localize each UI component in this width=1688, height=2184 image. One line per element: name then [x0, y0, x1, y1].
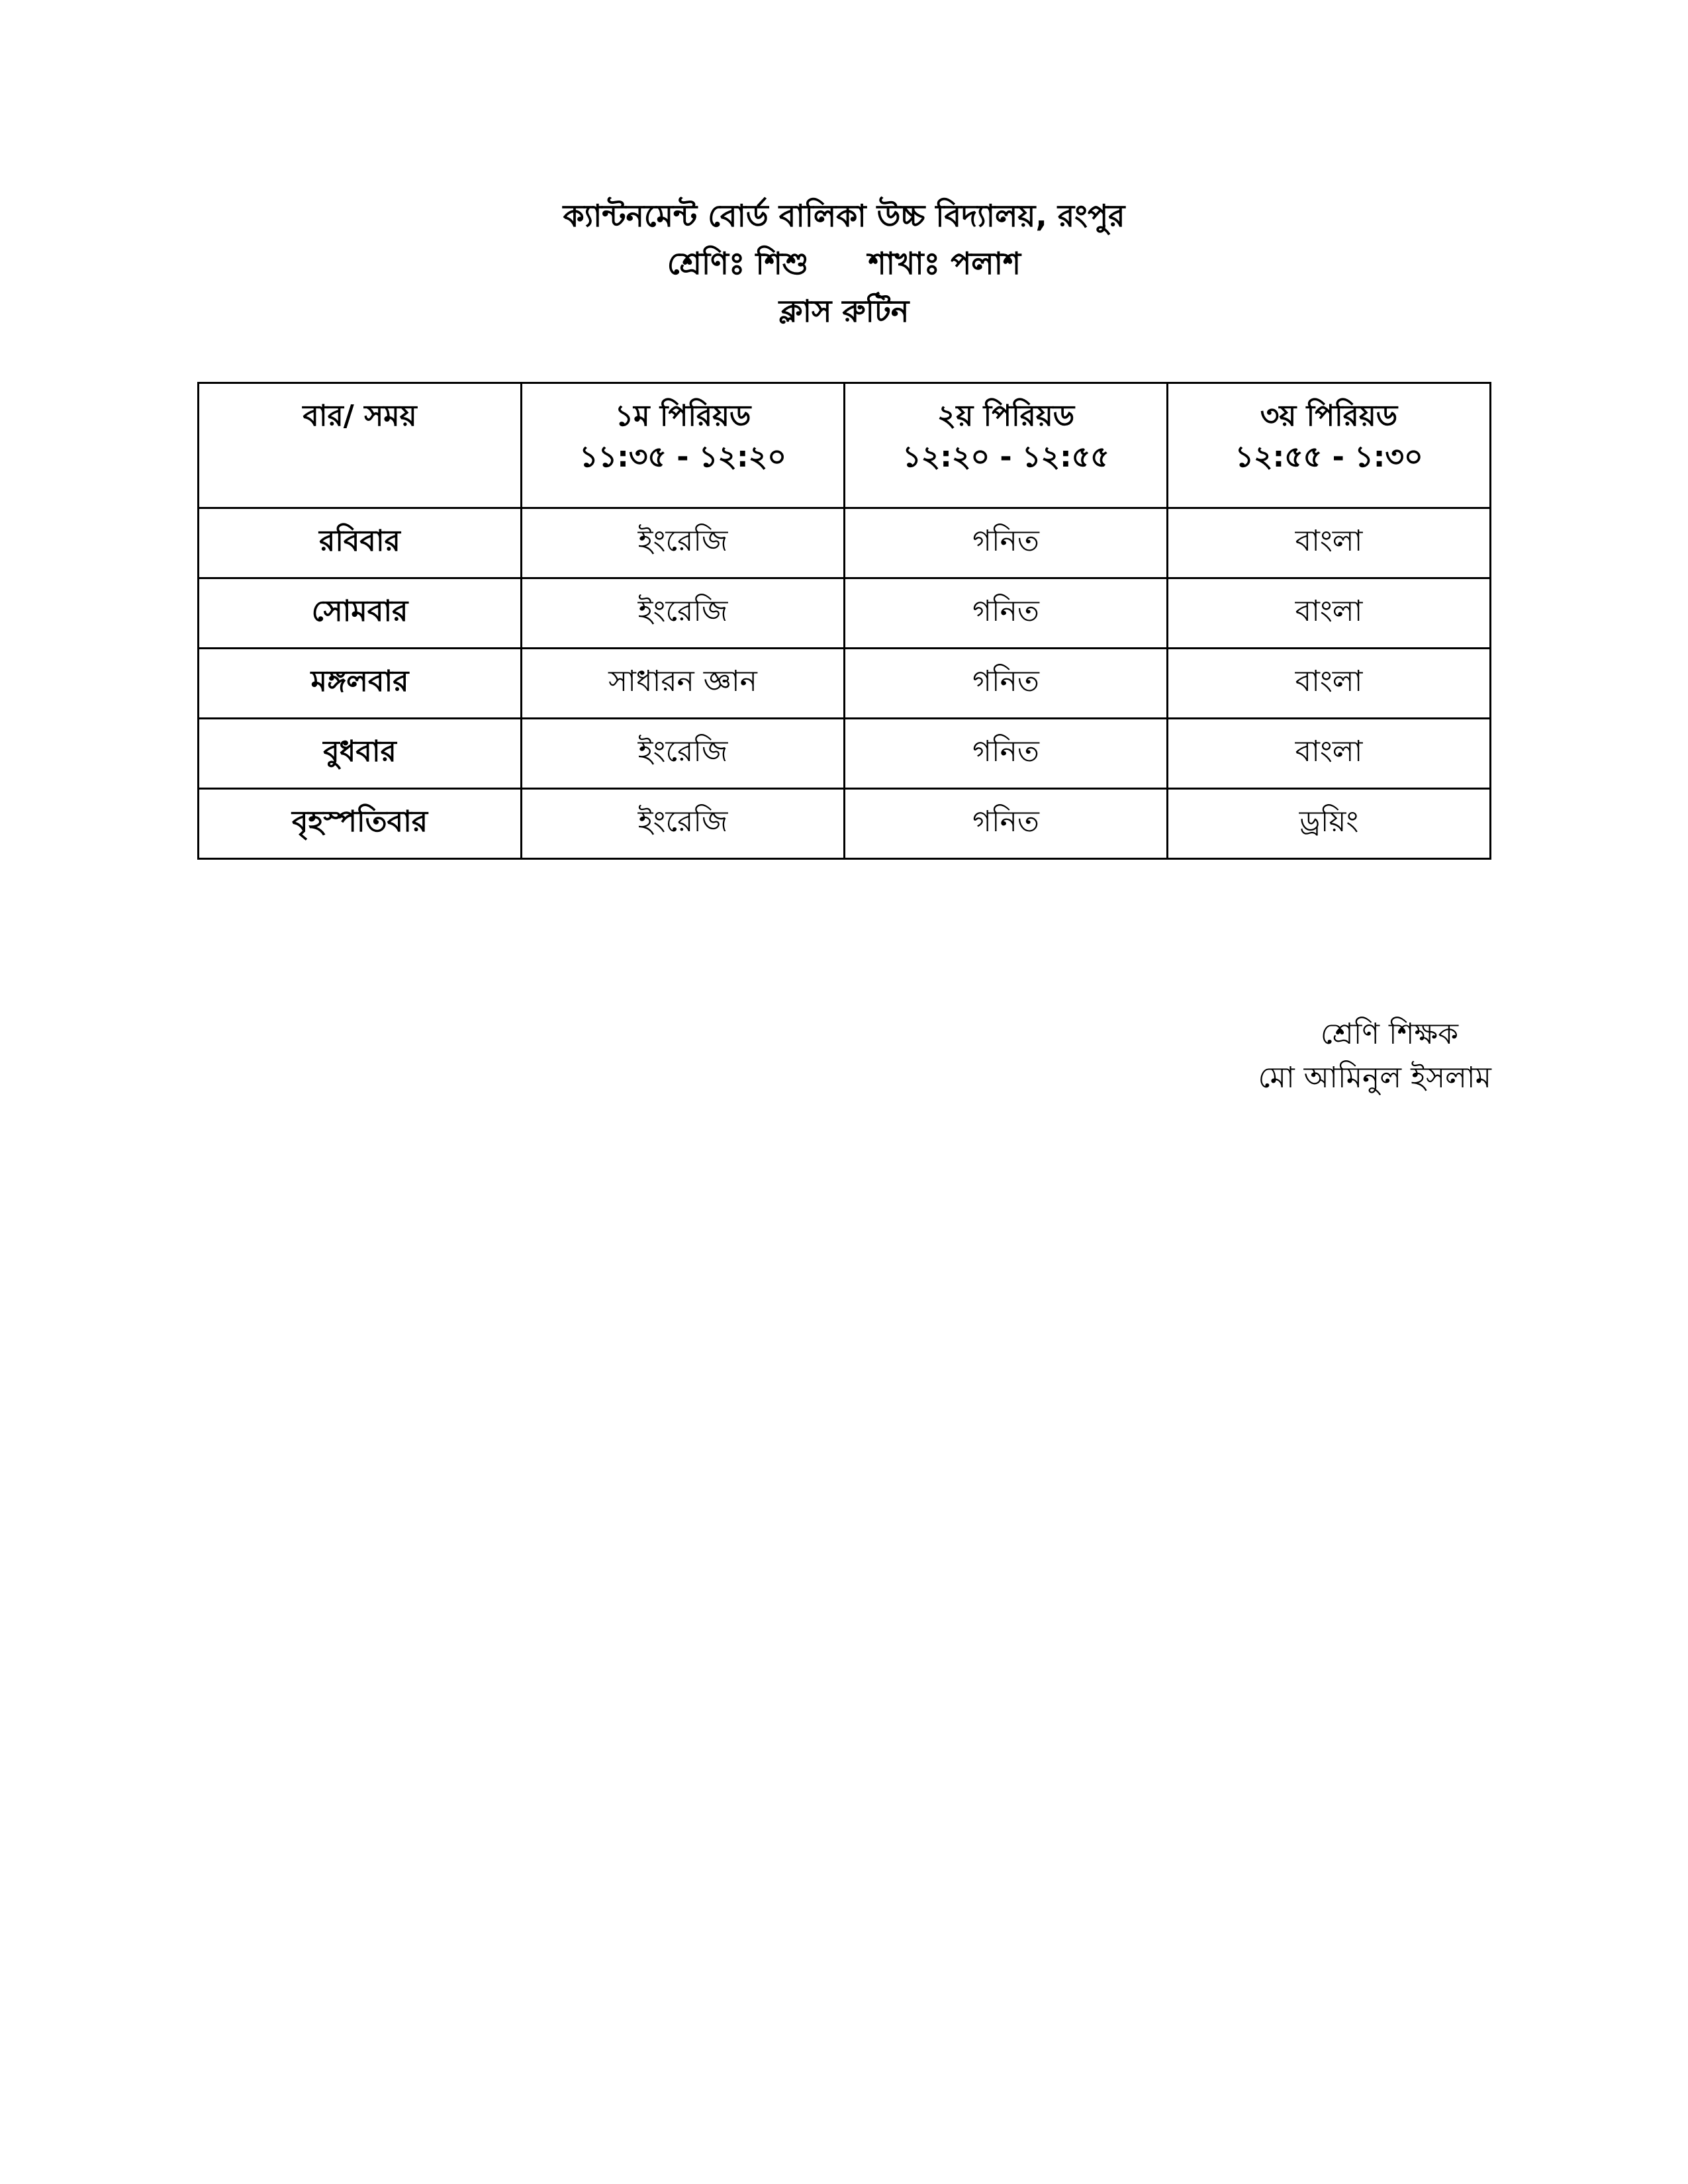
period-time: ১২:৫৫ - ১:৩০	[1235, 440, 1423, 474]
period-time: ১২:২০ - ১২:৫৫	[902, 440, 1109, 474]
day-cell: বৃহস্পতিবার	[199, 789, 522, 859]
routine-title: ক্লাস রুটিন	[778, 293, 910, 329]
signature-block	[1258, 1013, 1491, 1100]
column-header-period-1	[522, 383, 845, 508]
subject-cell: বাংলা	[1168, 719, 1491, 789]
school-name: ক্যান্টনমেন্ট বোর্ড বালিকা উচ্চ বিদ্যালয়, রংপুর	[563, 198, 1125, 234]
document-header	[0, 192, 1688, 335]
subject-cell: বাংলা	[1168, 578, 1491, 649]
table-header-row	[199, 383, 1491, 508]
class-routine-table	[197, 382, 1491, 860]
subject-cell: বাংলা	[1168, 649, 1491, 719]
table-row	[199, 719, 1491, 789]
subject-cell: গনিত	[845, 508, 1168, 578]
subject-cell: ইংরেজি	[522, 508, 845, 578]
day-cell: রবিবার	[199, 508, 522, 578]
subject-cell: গনিত	[845, 719, 1168, 789]
class-section-line	[0, 240, 1688, 287]
subject-cell: বাংলা	[1168, 508, 1491, 578]
column-header-period-3	[1168, 383, 1491, 508]
subject-cell: ইংরেজি	[522, 578, 845, 649]
period-name: ২য় পিরিয়ড	[937, 399, 1075, 433]
column-header-period-2	[845, 383, 1168, 508]
subject-cell: সাধারন জ্ঞান	[522, 649, 845, 719]
subject-cell: গনিত	[845, 578, 1168, 649]
table-row	[199, 789, 1491, 859]
period-name: ১ম পিরিয়ড	[614, 399, 751, 433]
subject-cell: গনিত	[845, 649, 1168, 719]
table-row	[199, 649, 1491, 719]
column-header-day-time	[199, 383, 522, 508]
signature-name: মো আমিনুল ইসলাম	[1258, 1061, 1491, 1095]
subject-cell: গনিত	[845, 789, 1168, 859]
day-cell: সোমবার	[199, 578, 522, 649]
period-name: ৩য় পিরিয়ড	[1260, 399, 1398, 433]
subject-cell: ইংরেজি	[522, 719, 845, 789]
signature-title: শ্রেণি শিক্ষক	[1320, 1017, 1458, 1051]
period-time: ১১:৩৫ - ১২:২০	[579, 440, 786, 474]
class-label: শ্রেণিঃ শিশু	[667, 246, 809, 281]
section-label: শাখাঃ পলাশ	[868, 246, 1021, 281]
subject-cell: ড্রয়িং	[1168, 789, 1491, 859]
day-cell: বুধবার	[199, 719, 522, 789]
subject-cell: ইংরেজি	[522, 789, 845, 859]
column-header-label: বার/ সময়	[303, 399, 417, 433]
table-row	[199, 578, 1491, 649]
table-row	[199, 508, 1491, 578]
day-cell: মঙ্গলবার	[199, 649, 522, 719]
